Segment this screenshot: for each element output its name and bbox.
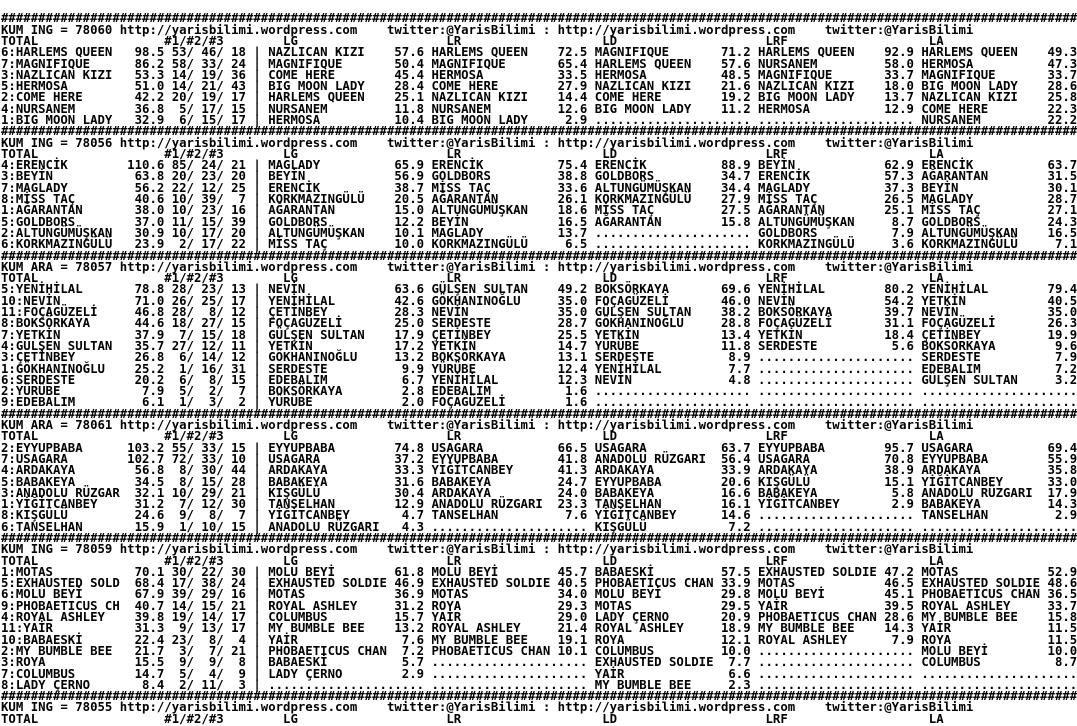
horse-row: 4:ROYAL ASHLEY 39.8 19/ 14/ 17 | COLUMBUS 15.7 YAİR 29.0 LADY ÇERNO 20.9 PHOBAETICUS CHAN 28.6 MY BUMBLE BEE 15.8 xyxy=(1,610,1077,625)
horse-row: 9:PHOBAETICUS CH 40.7 14/ 15/ 21 | ROYAL ASHLEY 31.2 ROYA 29.3 MOTAS 29.5 YAİR 39.5 ROYAL ASHLEY 33.7 xyxy=(1,598,1077,613)
horse-row: 7:USAGARA 102.7 72/ 33/ 10 | USAGARA 37.2 EYYUPBABA 41.8 ANADOLU RÜZGARI 56.4 USAGARA 70.8 EYYUPBABA 55.9 xyxy=(1,451,1077,466)
race-title-line: KUM ING = 78056 http://yarisbilimi.wordpress.com twitter:@YarisBilimi : http://yarisbilimi.wordpress.com twitter:@YarisBilimi xyxy=(1,135,974,150)
column-header-line: TOTAL #1/#2/#3 LG LR LD LRF LA xyxy=(1,146,944,161)
horse-row: 1:YİĞİTCANBEY 31.2 7/ 12/ 30 | TANSELHAN 12.9 ANADOLU RÜZGARI 23.3 TANSELHAN 16.1 YİĞİTCANBEY 2.9 BABAKEYA 14.3 xyxy=(1,497,1077,512)
horse-row: 6:SERDESTE 20.2 6/ 8/ 15 | EDEBALIM 6.7 YENİHİLAL 12.3 NEVİN 4.8 ..................... GÜLŞEN SULTAN 3.2 xyxy=(1,372,1077,387)
column-header-line: TOTAL #1/#2/#3 LG LR LD LRF LA xyxy=(1,271,944,286)
horse-row: 7:YETKİN 37.9 7/ 15/ 18 | GÜLŞEN SULTAN 17.9 ÇETİNBEY 25.5 YETKİN 13.4 YETKİN 18.4 ÇETİNBEY 19.9 xyxy=(1,327,1077,342)
horse-row: 10:NEVİN 71.0 26/ 25/ 17 | YENİHİLAL 42.6 GÖKHANINOĞLU 35.0 FOÇAGÜZELİ 46.0 NEVİN 54.2 YETKİN 40.5 xyxy=(1,293,1077,308)
horse-row: 1:BIG MOON LADY 32.9 6/ 15/ 17 | HERMOSA 10.4 BIG MOON LADY 2.9 ..................... ..................... NURSANEM 22.2 xyxy=(1,113,1077,127)
horse-row: 11:YAİR 31.3 9/ 13/ 17 | MY BUMBLE BEE 13.2 ROYAL ASHLEY 21.4 ROYAL ASHLEY 18.9 MY BUMBLE BEE 14.3 YAİR 11.5 xyxy=(1,621,1077,636)
horse-row: 1:GÖKHANINOĞLU 25.2 1/ 16/ 31 | SERDESTE 9.9 YÜRÜBE 12.4 YENİHİLAL 7.7 ..................... EDEBALIM 7.2 xyxy=(1,361,1077,376)
horse-row: 4:ARDAKAYA 56.8 8/ 30/ 44 | ARDAKAYA 33.3 YİĞİTCANBEY 41.3 ARDAKAYA 33.9 ARDAKAYA 38.9 ARDAKAYA 35.8 xyxy=(1,463,1077,478)
race-report xyxy=(0,12,1077,725)
horse-row: 5:YENİHİLAL 78.8 28/ 23/ 13 | NEVİN 63.6 GÜLŞEN SULTAN 49.2 BOKSÖRKAYA 69.6 YENİHİLAL 80.2 YENİHİLAL 79.4 xyxy=(1,282,1077,297)
horse-row: 3:ROYA 15.5 9/ 9/ 8 | BABAESKİ 5.7 ..................... EXHAUSTED SOLDIE 7.7 ..................... COLUMBUS 8.7 xyxy=(1,655,1077,670)
race-section xyxy=(1,530,1077,692)
column-header-line: TOTAL #1/#2/#3 LG LR LD LRF LA xyxy=(1,33,944,48)
horse-row: 8:LADY ÇERNO 8.4 2/ 11/ 3 | ..................... ..................... MY BUMBLE BEE 2.3 ..................... ..................... xyxy=(1,677,1077,692)
race-section xyxy=(1,691,1077,725)
horse-row: 2:EYYUPBABA 103.2 55/ 33/ 15 | EYYUPBABA 74.8 USAGARA 66.5 USAGARA 63.7 EYYUPBABA 95.7 USAGARA 69.4 xyxy=(1,440,1077,455)
race-section xyxy=(1,13,1077,126)
horse-row: 5:BABAKEYA 34.5 8/ 15/ 28 | BABAKEYA 31.6 BABAKEYA 24.7 EYYUPBABA 20.6 KIŞGÜLÜ 15.1 YİĞİTCANBEY 33.0 xyxy=(1,474,1077,489)
horse-row: 3:ANADOLU RÜZGAR 32.1 10/ 29/ 21 | KIŞGÜLÜ 30.4 ARDAKAYA 24.0 BABAKEYA 16.6 BABAKEYA 5.8 ANADOLU RÜZGARI 17.9 xyxy=(1,485,1077,500)
horse-row: 1:AĞARANTAN 38.0 10/ 23/ 16 | AĞARANTAN 15.0 ALTUNGÜMÜŞKAN 18.6 MİSS TAÇ 27.5 AĞARANTAN 25.1 MİSS TAÇ 27.1 xyxy=(1,203,1077,218)
horse-row: 3:NAZLICAN KIZI 53.3 14/ 19/ 36 | COME HERE 45.4 HERMOSA 33.5 HERMOSA 48.5 MAGNIFIQUE 33.7 MAGNIFIQUE 33.7 xyxy=(1,67,1077,82)
horse-row: 6:MOLU BEYİ 67.9 39/ 29/ 16 | MOTAS 36.9 MOTAS 34.0 MOLU BEYİ 29.8 MOLU BEYİ 45.1 PHOBAETICUS CHAN 36.5 xyxy=(1,587,1077,602)
horse-row: 10:BABAESKİ 22.4 23/ 8/ 4 | YAİR 7.6 MY BUMBLE BEE 19.1 ROYA 12.1 ROYAL ASHLEY 7.9 ROYA 11.5 xyxy=(1,632,1077,647)
horse-row: 2:COME HERE 42.2 20/ 19/ 17 | HARLEMS QUEEN 25.1 NAZLICAN KIZI 14.4 COME HERE 19.2 BIG MOON LADY 13.7 NAZLICAN KIZI 25.8 xyxy=(1,90,1077,105)
race-title-line: KUM ING = 78060 http://yarisbilimi.wordpress.com twitter:@YarisBilimi : http://yarisbilimi.wordpress.com twitter:@YarisBilimi xyxy=(1,22,974,37)
horse-row: 6:TANSELHAN 15.9 1/ 10/ 15 | ANADOLU RÜZGARI 4.3 ..................... KIŞGÜLÜ 7.2 ..................... ..................... xyxy=(1,519,1077,534)
separator-line: ################################################################################################################################################# xyxy=(1,530,1077,545)
horse-row: 4:NURSANEM 36.8 5/ 17/ 15 | NURSANEM 11.8 NURSANEM 12.6 BIG MOON LADY 11.2 HERMOSA 12.9 COME HERE 22.3 xyxy=(1,101,1077,116)
horse-row: 1:MOTAS 70.1 30/ 22/ 30 | MOLU BEYİ 61.8 MOLU BEYİ 45.7 BABAESKİ 57.5 EXHAUSTED SOLDIE 47.2 MOTAS 52.9 xyxy=(1,564,1077,579)
horse-row: 6:KORKMAZINGÜLÜ 23.9 2/ 17/ 22 | MİSS TAÇ 10.0 KORKMAZINGÜLÜ 6.5 ..................... KORKMAZINGÜLÜ 3.6 KORKMAZINGÜLÜ 7.1 xyxy=(1,237,1077,252)
separator-line: ################################################################################################################################################# xyxy=(1,248,1077,263)
race-title-line: KUM ING = 78059 http://yarisbilimi.wordpress.com twitter:@YarisBilimi : http://yarisbilimi.wordpress.com twitter:@YarisBilimi xyxy=(1,542,974,557)
horse-row: 3:BEYİN 63.8 20/ 23/ 20 | BEYİN 56.9 GOLDBORS 38.8 GOLDBORS 34.7 ERENCİK 57.3 AĞARANTAN 31.5 xyxy=(1,169,1077,184)
race-section xyxy=(1,126,1077,250)
column-header-line: TOTAL #1/#2/#3 LG LR LD LRF LA xyxy=(1,711,944,726)
horse-row: 7:MAGNIFIQUE 86.2 58/ 33/ 24 | MAGNIFIQUE 50.4 MAGNIFIQUE 65.4 HARLEMS QUEEN 57.6 NURSANEM 58.0 HERMOSA 47.3 xyxy=(1,56,1077,71)
horse-row: 5:EXHAUSTED SOLD 68.4 17/ 38/ 24 | EXHAUSTED SOLDIE 46.9 EXHAUSTED SOLDIE 40.5 PHOBAETICUS CHAN 33.9 MOTAS 46.5 EXHAUSTED SOLDIE 48.6 xyxy=(1,576,1077,591)
terminal-output xyxy=(0,12,1077,725)
race-title-line: KUM ING = 78055 http://yarisbilimi.wordpress.com twitter:@YarisBilimi : http://yarisbilimi.wordpress.com twitter:@YarisBilimi xyxy=(1,700,974,715)
horse-row: 8:KIŞGÜLÜ 24.6 9/ 8/ 7 | YİĞİTCANBEY 4.7 TANSELHAN 7.6 YİĞİTCANBEY 14.6 ..................... TANSELHAN 2.9 xyxy=(1,508,1077,523)
horse-row: 8:BOKSÖRKAYA 44.6 18/ 27/ 15 | FOÇAGÜZELİ 25.0 SERDESTE 28.7 GÖKHANINOĞLU 28.8 FOÇAGÜZELİ 31.1 FOÇAGÜZELİ 26.3 xyxy=(1,316,1077,331)
horse-row: 9:EDEBALIM 6.1 1/ 3/ 2 | YÜRÜBE 2.0 FOÇAGÜZELİ 1.6 ..................... ..................... ..................... xyxy=(1,395,1077,410)
horse-row: 4:ERENCİK 110.6 85/ 24/ 21 | MAGLADY 65.9 ERENCİK 75.4 ERENCİK 88.9 BEYİN 62.9 ERENCİK 63.7 xyxy=(1,158,1077,173)
separator-line: ################################################################################################################################################# xyxy=(1,11,1077,26)
separator-line: ################################################################################################################################################# xyxy=(1,689,1077,704)
horse-row: 11:FOÇAGÜZELİ 46.8 28/ 8/ 12 | ÇETİNBEY 28.3 NEVİN 35.0 GÜLŞEN SULTAN 38.2 BOKSÖRKAYA 39.7 NEVİN 35.0 xyxy=(1,305,1077,320)
race-title-line: KUM ARA = 78057 http://yarisbilimi.wordpress.com twitter:@YarisBilimi : http://yarisbilimi.wordpress.com twitter:@YarisBilimi xyxy=(1,259,974,274)
race-title-line: KUM ARA = 78061 http://yarisbilimi.wordpress.com twitter:@YarisBilimi : http://yarisbilimi.wordpress.com twitter:@YarisBilimi xyxy=(1,418,974,433)
separator-line: ################################################################################################################################################# xyxy=(1,406,1077,421)
horse-row: 5:HERMOSA 51.0 14/ 21/ 43 | BIG MOON LADY 28.4 COME HERE 27.9 NAZLICAN KIZI 21.6 NAZLICAN KIZI 18.0 BIG MOON LADY 28.6 xyxy=(1,79,1077,94)
horse-row: 7:COLUMBUS 14.7 5/ 4/ 9 | LADY ÇERNO 2.9 ..................... YAİR 6.6 ..................... ..................... xyxy=(1,666,1077,681)
race-section xyxy=(1,406,1077,534)
horse-row: 5:GOLDBORS 37.0 11/ 15/ 39 | GOLDBORS 12.2 BEYİN 16.5 AĞARANTAN 15.8 ALTUNGÜMÜŞKAN 8.7 GOLDBORS 24.3 xyxy=(1,214,1077,229)
column-header-line: TOTAL #1/#2/#3 LG LR LD LRF LA xyxy=(1,553,944,568)
horse-row: 2:ALTUNGÜMÜŞKAN 30.9 10/ 17/ 20 | ALTUNGÜMÜŞKAN 10.1 MAGLADY 13.7 ..................... GOLDBORS 7.9 ALTUNGÜMÜŞKAN 16.5 xyxy=(1,225,1077,240)
horse-row: 7:MAGLADY 56.2 22/ 12/ 25 | ERENCİK 38.7 MİSS TAÇ 33.6 ALTUNGÜMÜŞKAN 34.4 MAGLADY 37.3 BEYİN 30.1 xyxy=(1,180,1077,195)
horse-row: 8:MİSS TAÇ 40.6 10/ 39/ 7 | KORKMAZINGÜLÜ 20.5 AĞARANTAN 26.1 KORKMAZINGÜLÜ 27.9 MİSS TAÇ 26.5 MAGLADY 28.7 xyxy=(1,192,1077,207)
horse-row: 3:ÇETİNBEY 26.8 6/ 14/ 12 | GÖKHANINOĞLU 13.2 BOKSÖRKAYA 13.1 SERDESTE 8.9 ..................... SERDESTE 7.9 xyxy=(1,350,1077,365)
horse-row: 4:GÜLŞEN SULTAN 35.7 27/ 12/ 11 | YETKİN 17.2 YETKİN 14.7 YÜRÜBE 11.8 SERDESTE 5.6 BOKSÖRKAYA 9.6 xyxy=(1,338,1077,353)
race-section xyxy=(1,248,1077,410)
separator-line: ################################################################################################################################################# xyxy=(1,124,1077,139)
horse-row: 2:MY BUMBLE BEE 21.7 3/ 7/ 21 | PHOBAETICUS CHAN 7.2 PHOBAETICUS CHAN 10.1 COLUMBUS 10.0 ..................... MOLU BEYİ 10.0 xyxy=(1,643,1077,658)
column-header-line: TOTAL #1/#2/#3 LG LR LD LRF LA xyxy=(1,429,944,444)
horse-row: 2:YÜRÜBE 7.9 5/ 2/ 7 | BOKSÖRKAYA 2.8 EDEBALIM 1.6 ..................... ..................... ..................... xyxy=(1,384,1077,399)
horse-row: 6:HARLEMS QUEEN 98.5 53/ 46/ 18 | NAZLICAN KIZI 57.6 HARLEMS QUEEN 72.5 MAGNIFIQUE 71.2 HARLEMS QUEEN 92.9 HARLEMS QUEEN 49.3 xyxy=(1,45,1077,60)
